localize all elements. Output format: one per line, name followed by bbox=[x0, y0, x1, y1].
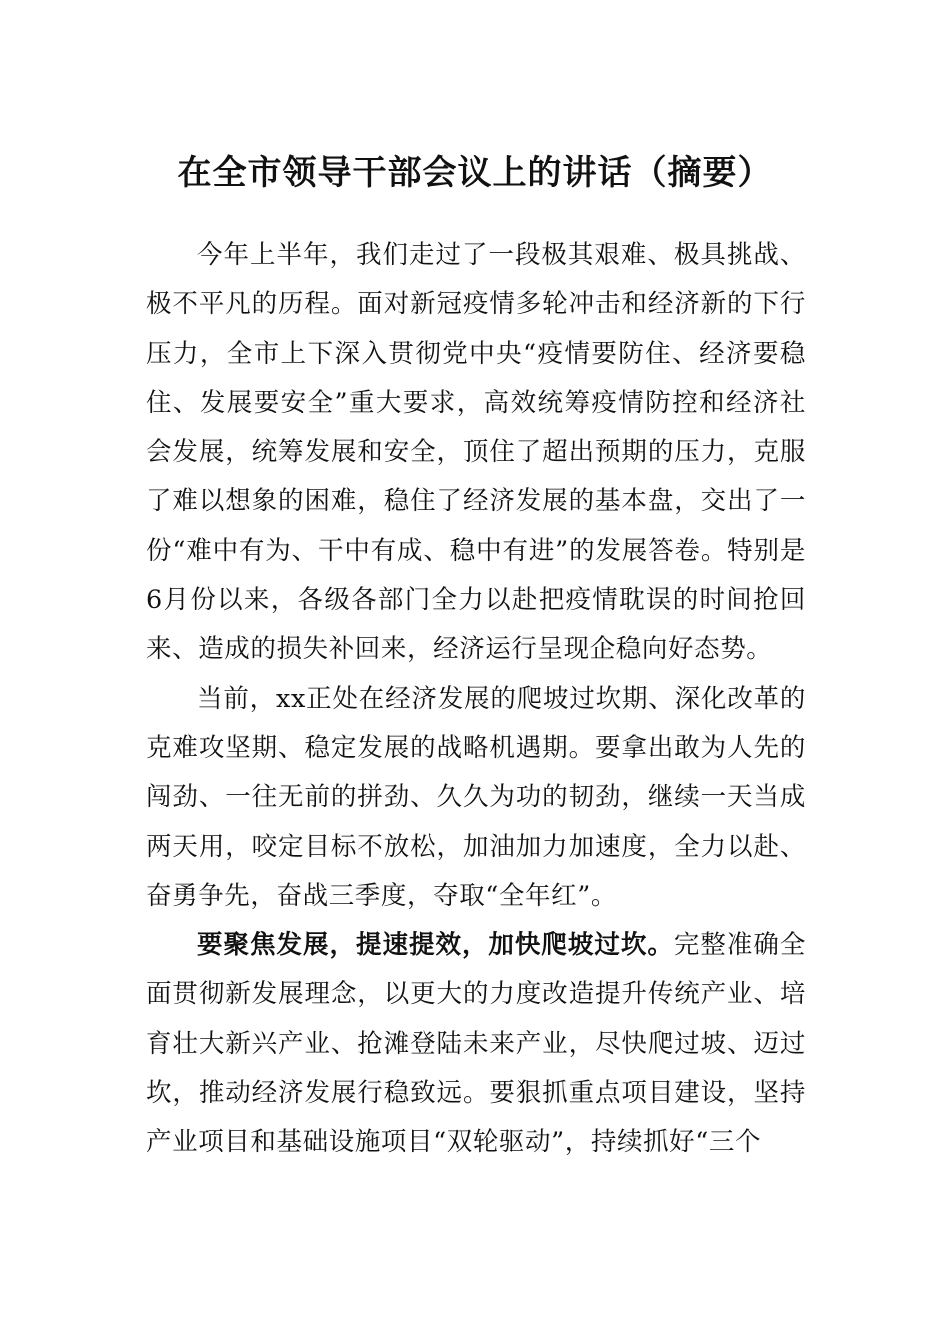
paragraph-1-text: 今年上半年，我们走过了一段极其艰难、极具挑战、极不平凡的历程。面对新冠疫情多轮冲击和经济新的下行压力，全市上下深入贯彻党中央“疫情要防住、经济要稳住、发展要安全”重大要求，高效统筹疫情防控和经济社会发展，统筹发展和安全，顶住了超出预期的压力，克服了难以想象的困难，稳住了经济发展的基本盘，交出了一份“难中有为、干中有成、稳中有进”的发展答卷。特别是6月份以来，各级各部门全力以赴把疫情耽误的时间抢回来、造成的损失补回来，经济运行呈现企稳向好态势。 bbox=[146, 240, 806, 665]
document-title: 在全市领导干部会议上的讲话（摘要） bbox=[177, 153, 773, 193]
paragraph-3-text: 完整准确全面贯彻新发展理念，以更大的力度改造提升传统产业、培育壮大新兴产业、抢滩登陆未来产业，尽快爬过坡、迈过坎，推动经济发展行稳致远。要狠抓重点项目建设，坚持产业项目和基础设施项目“双轮驱动”，持续抓好“三个 bbox=[146, 930, 806, 1158]
document-body bbox=[146, 231, 806, 1168]
paragraph-1 bbox=[146, 231, 806, 675]
paragraph-3 bbox=[146, 921, 806, 1167]
paragraph-3-lead-heading: 要聚焦发展，提速提效，加快爬坡过坎。 bbox=[197, 930, 674, 961]
paragraph-2-text: 当前，xx正处在经济发展的爬坡过坎期、深化改革的克难攻坚期、稳定发展的战略机遇期。要拿出敢为人先的闯劲、一往无前的拼劲、久久为功的韧劲，继续一天当成两天用，咬定目标不放松，加油加力加速度，全力以赴、奋勇争先，奋战三季度，夺取“全年红”。 bbox=[146, 683, 806, 911]
paragraph-2 bbox=[146, 675, 806, 921]
